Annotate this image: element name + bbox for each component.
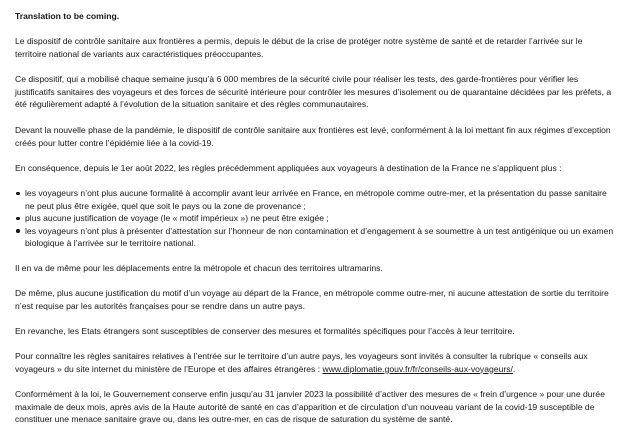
bullet-icon [16,192,20,196]
paragraph-consequence: En conséquence, depuis le 1er août 2022, les règles précédemment appliquées aux voyageurs à destination de la France ne s’appliquent plus : [15,163,562,173]
paragraph-new-phase: Devant la nouvelle phase de la pandémie, le dispositif de contrôle sanitaire aux frontières est levé, conformément à la loi mettant fin aux régimes d’exception créés pour lutter contre l’épidémie liée à la covid-19. [15,125,611,148]
list-item-text: plus aucune justification de voyage (le « motif impérieux ») ne peut être exigée ; [25,213,329,224]
list-item-text: les voyageurs n’ont plus à présenter d’attestation sur l’honneur de non contamination et d’engagement à se soumettre à un test antigénique ou un examen biologique à l’arrivée sur le territoire national. [25,225,614,249]
travel-advice-end: . [512,363,516,374]
list-item [15,225,615,250]
paragraph-foreign-states: En revanche, les Etats étrangers sont susceptibles de conserver des mesures et formalités spécifiques pour l’accès à leur territoire. [15,326,515,336]
paragraph-emergency-brake: Conformément à la loi, le Gouvernement conserve enfin jusqu’au 31 janvier 2023 la possibilité d’activer des mesures de « frein d’urgence » pour une durée maximale de deux mois, après avis de la Haute autorité de santé en cas d’apparition et de circulation d’un nouveau variant de la covid-19 susceptible de constituer une menace sanitaire grave ou, dans les outre-mer, en cas de risque de saturation du système de santé. [15,389,605,425]
list-item [15,187,615,212]
list-item-text: les voyageurs n’ont plus aucune formalité à accomplir avant leur arrivée en France, en métropole comme outre-mer, et la présentation du passe sanitaire ne peut plus être exigée, quel que soit le pays ou la zone de provenance ; [25,188,607,211]
list-item [15,212,615,225]
travel-advice-text: Pour connaître les règles sanitaires relatives à l’entrée sur le territoire d’un autre pays, les voyageurs sont invités à consulter la rubrique « conseils aux voyageurs » du site internet du ministère de l’Europe et des affaires étrangères : [15,351,588,374]
bullet-icon [16,229,20,233]
translation-notice: Translation to be coming. [15,11,120,21]
paragraph-travel-advice [15,350,615,375]
rules-list [15,187,615,250]
diplomatie-link[interactable]: www.diplomatie.gouv.fr/fr/conseils-aux-voyageurs/ [322,363,513,374]
paragraph-overseas: Il en va de même pour les déplacements entre la métropole et chacun des territoires ultramarins. [15,263,383,273]
paragraph-border-control: Le dispositif de contrôle sanitaire aux frontières a permis, depuis le début de la crise de protéger notre système de santé et de retarder l’arrivée sur le territoire national de variants aux caractéristiques préoccupantes. [15,36,583,59]
bullet-icon [16,217,20,221]
paragraph-departure: De même, plus aucune justification du motif d’un voyage au départ de la France, en métropole comme outre-mer, ni aucune attestation de sortie du territoire n’est requise par les autorités françaises pour se rendre dans un autre pays. [15,288,609,311]
paragraph-mobilisation: Ce dispositif, qui a mobilisé chaque semaine jusqu’à 6 000 membres de la sécurité civile pour réaliser les tests, des garde-frontières pour vérifier les justificatifs sanitaires des voyageurs et des forces de sécurité intérieure pour contrôler les mesures d’isolement ou de quarantaine décidées par les préfets, a été régulièrement adapté à l’évolution de la situation sanitaire et des règles communautaires. [15,74,612,110]
